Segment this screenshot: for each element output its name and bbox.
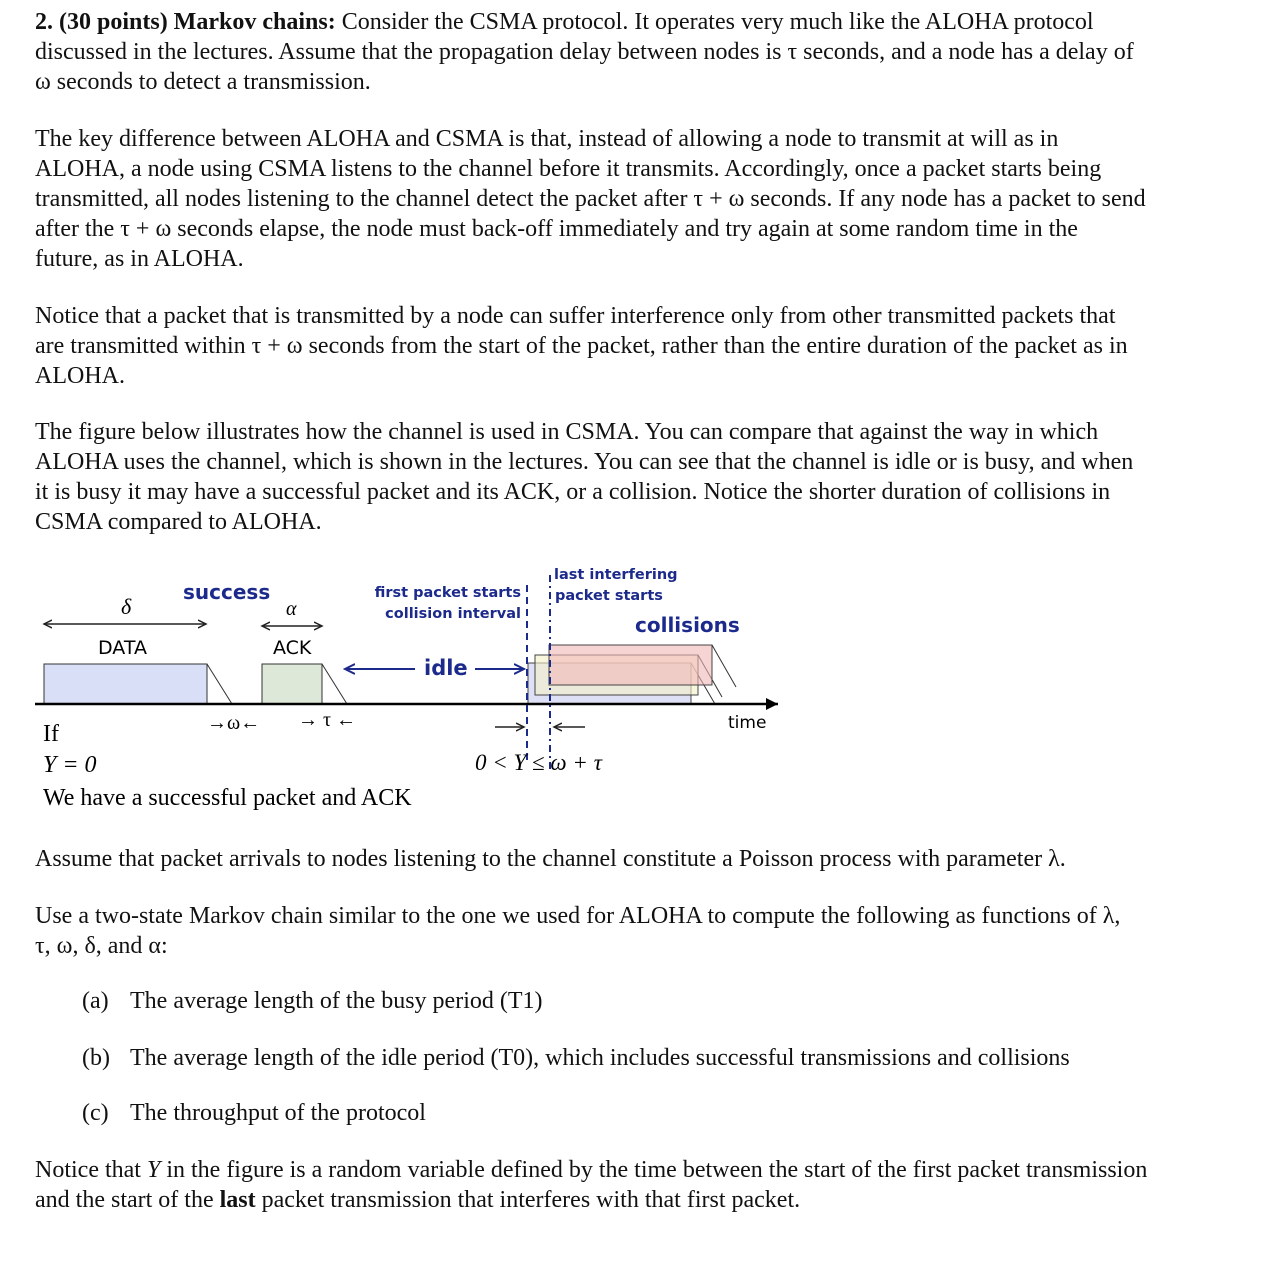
text-line: it is busy it may have a successful packet and its ACK, or a collision. Notice the shorter duration of collisions in xyxy=(35,479,1111,505)
text-line: CSMA compared to ALOHA. xyxy=(35,509,322,535)
text-line: Notice that a packet that is transmitted by a node can suffer interference only from other transmitted packets that xyxy=(35,303,1116,329)
text-line: ALOHA uses the channel, which is shown in the lectures. You can see that the channel is idle or is busy, and when xyxy=(35,449,1134,475)
item-text: The throughput of the protocol xyxy=(130,1100,426,1126)
item-label: (b) xyxy=(82,1045,110,1071)
delta-label: δ xyxy=(121,594,132,619)
alpha-label: α xyxy=(286,598,297,620)
question-item-b xyxy=(82,1043,1070,1073)
last-interfering-label: last interfering xyxy=(554,567,678,583)
problem-heading: 2. (30 points) Markov chains: xyxy=(35,9,336,35)
text-line: are transmitted within τ + ω seconds from the start of the packet, rather than the entire duration of the packet as in xyxy=(35,333,1128,359)
success-caption: We have a successful packet and ACK xyxy=(43,785,412,811)
text: and the start of the xyxy=(35,1187,220,1213)
packet-starts-label: packet starts xyxy=(555,588,663,604)
data-packet xyxy=(44,664,207,704)
data-label: DATA xyxy=(98,637,147,659)
item-text: The average length of the idle period (T0), which includes successful transmissions and collisions xyxy=(130,1045,1070,1071)
text-line: after the τ + ω seconds elapse, the node must back-off immediately and try again at some random time in the xyxy=(35,216,1078,242)
text: packet transmission that interferes with that first packet. xyxy=(255,1187,801,1213)
collision-propagation-3 xyxy=(712,645,736,687)
y-variable: Y xyxy=(146,1157,161,1183)
text-line: Assume that packet arrivals to nodes listening to the channel constitute a Poisson process with parameter λ. xyxy=(35,846,1066,872)
question-item-c xyxy=(82,1098,426,1128)
y-range-label: 0 < Y ≤ ω + τ xyxy=(475,750,602,775)
item-text: The average length of the busy period (T1) xyxy=(130,988,543,1014)
text-line: τ, ω, δ, and α: xyxy=(35,933,168,959)
if-label: If xyxy=(43,721,59,747)
text-line: future, as in ALOHA. xyxy=(35,246,244,272)
text: in the figure is a random variable defined by the time between the start of the first packet transmission xyxy=(160,1157,1148,1183)
text-line: Use a two-state Markov chain similar to the one we used for ALOHA to compute the following as functions of λ, xyxy=(35,903,1121,929)
time-label: time xyxy=(728,713,767,733)
collision-interval-label: collision interval xyxy=(385,606,521,622)
item-label: (c) xyxy=(82,1100,109,1126)
ack-packet xyxy=(262,664,322,704)
ack-label: ACK xyxy=(273,637,312,659)
collisions-label: collisions xyxy=(635,613,740,637)
emphasis-last: last xyxy=(219,1187,256,1213)
paragraph-poisson xyxy=(35,844,1066,874)
data-propagation xyxy=(207,664,232,704)
omega-marker: →ω← xyxy=(207,712,261,734)
paragraph-task xyxy=(35,901,1120,961)
text: Notice that xyxy=(35,1157,147,1183)
ack-propagation xyxy=(322,664,347,704)
text-line: discussed in the lectures. Assume that the propagation delay between nodes is τ seconds, and a node has a delay of xyxy=(35,39,1134,65)
text-line: The key difference between ALOHA and CSMA is that, instead of allowing a node to transmit at will as in xyxy=(35,126,1059,152)
tau-marker: → τ ← xyxy=(298,709,357,731)
item-label: (a) xyxy=(82,988,109,1014)
text: Consider the CSMA protocol. It operates very much like the ALOHA protocol xyxy=(335,9,1094,35)
text-line: ALOHA. xyxy=(35,363,125,389)
success-label: success xyxy=(183,580,271,604)
question-item-a xyxy=(82,986,543,1016)
collision-packet-3 xyxy=(549,645,712,685)
idle-label: idle xyxy=(424,656,468,680)
first-packet-starts-label: first packet starts xyxy=(374,585,521,601)
y-zero-label: Y = 0 xyxy=(43,752,97,778)
text-line: The figure below illustrates how the channel is used in CSMA. You can compare that against the way in which xyxy=(35,419,1099,445)
text-line: ALOHA, a node using CSMA listens to the channel before it transmits. Accordingly, once a packet starts being xyxy=(35,156,1102,182)
text-line: transmitted, all nodes listening to the channel detect the packet after τ + ω seconds. If any node has a packet to send xyxy=(35,186,1146,212)
text-line: ω seconds to detect a transmission. xyxy=(35,69,371,95)
paragraph-y-definition xyxy=(35,1155,1147,1215)
